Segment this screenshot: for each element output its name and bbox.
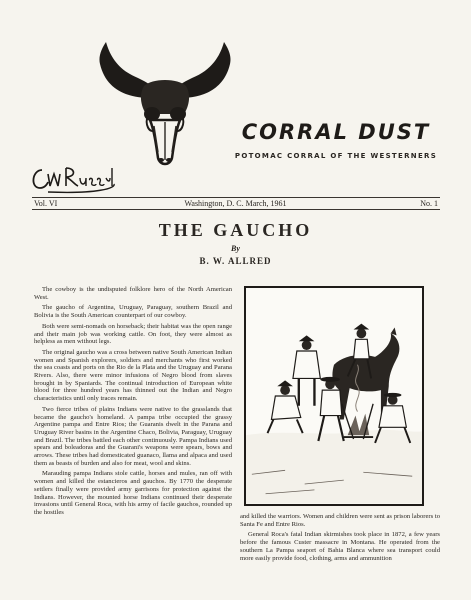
article-title: THE GAUCHO [158, 220, 313, 240]
article-column-left [34, 286, 232, 600]
campfire-scene-image [246, 288, 422, 504]
paragraph: Two fierce tribes of plains Indians were native to the grasslands that became the gaucho's homeland. A pampa tribe occupied the grassy Argentine pampa and Entre Rios; the Guaranis dwelt in the Parana and Uruguay River basins in the Argentine Chaco, Bolivia, Paraguay, Uruguay and Brazil. The tribes battled each other continuously. Pampa Indians used spears and boleadoras and the Guarani's weapons were spears, bows and arrows. These tribes had domesticated guanaco, llama and alpaca and used them as beasts of burden and also for meat, wool and skins. [34, 405, 232, 467]
byline-by: By [231, 244, 240, 253]
issue-number: No. 1 [420, 199, 438, 208]
paragraph: The gaucho of Argentina, Uruguay, Paraguay, southern Brazil and Bolivia is the South American counterpart of our cowboy. [34, 304, 232, 320]
issue-place-date: Washington, D. C. March, 1961 [184, 199, 287, 208]
paragraph: Marauding pampa Indians stole cattle, horses and mules, ran off with women and killed the estancieros and gauchos. By 1770 the desperate settlers finally were provided army garrisons for protection against the Indians. However, the mounted horse Indians continued their desperate invasions until General Roca, with his army of facile gauchos, rounded up the hostiles [34, 470, 232, 516]
magazine-subtitle: POTOMAC CORRAL OF THE WESTERNERS [234, 152, 438, 160]
magazine-title: CORRAL DUST [241, 120, 431, 144]
signature [28, 160, 118, 196]
paragraph: The original gaucho was a cross between native South American Indian women and Spanish explorers, soldiers and merchants who first worked the sea coasts and ports on the Rio de la Plata and the Uruguay and Parana Rivers. Also, there were minor infusions of Negro blood from slaves brought in by Spaniards. The continual introduction of European white blood for three hundred years has thinned out the Indian and Negro characteristics until only traces remain. [34, 348, 232, 403]
paragraph: General Roca's fatal Indian skirmishes took place in 1872, a few years before the famous Custer massacre in Montana. He operated from the southern La Pampa seaport of Bahia Blanca where sea transport could more easily provide food, clothing, arms and ammunition [240, 531, 440, 562]
article-column-right [240, 513, 440, 600]
gaucho-illustration [244, 286, 424, 506]
paragraph: and killed the warriors. Women and children were sent as prison laborers to Santa Fe and Entre Rios. [240, 513, 440, 528]
issue-volume: Vol. VI [34, 199, 58, 208]
byline-author: B. W. ALLRED [199, 256, 272, 266]
paragraph: Both were semi-nomads on horseback; their habitat was the open range and their main job was working cattle. On foot, they were almost as helpless as men without legs. [34, 322, 232, 346]
paragraph: The cowboy is the undisputed folklore hero of the North American West. [34, 286, 232, 301]
bottom-rule [32, 209, 440, 210]
top-rule [32, 197, 440, 198]
